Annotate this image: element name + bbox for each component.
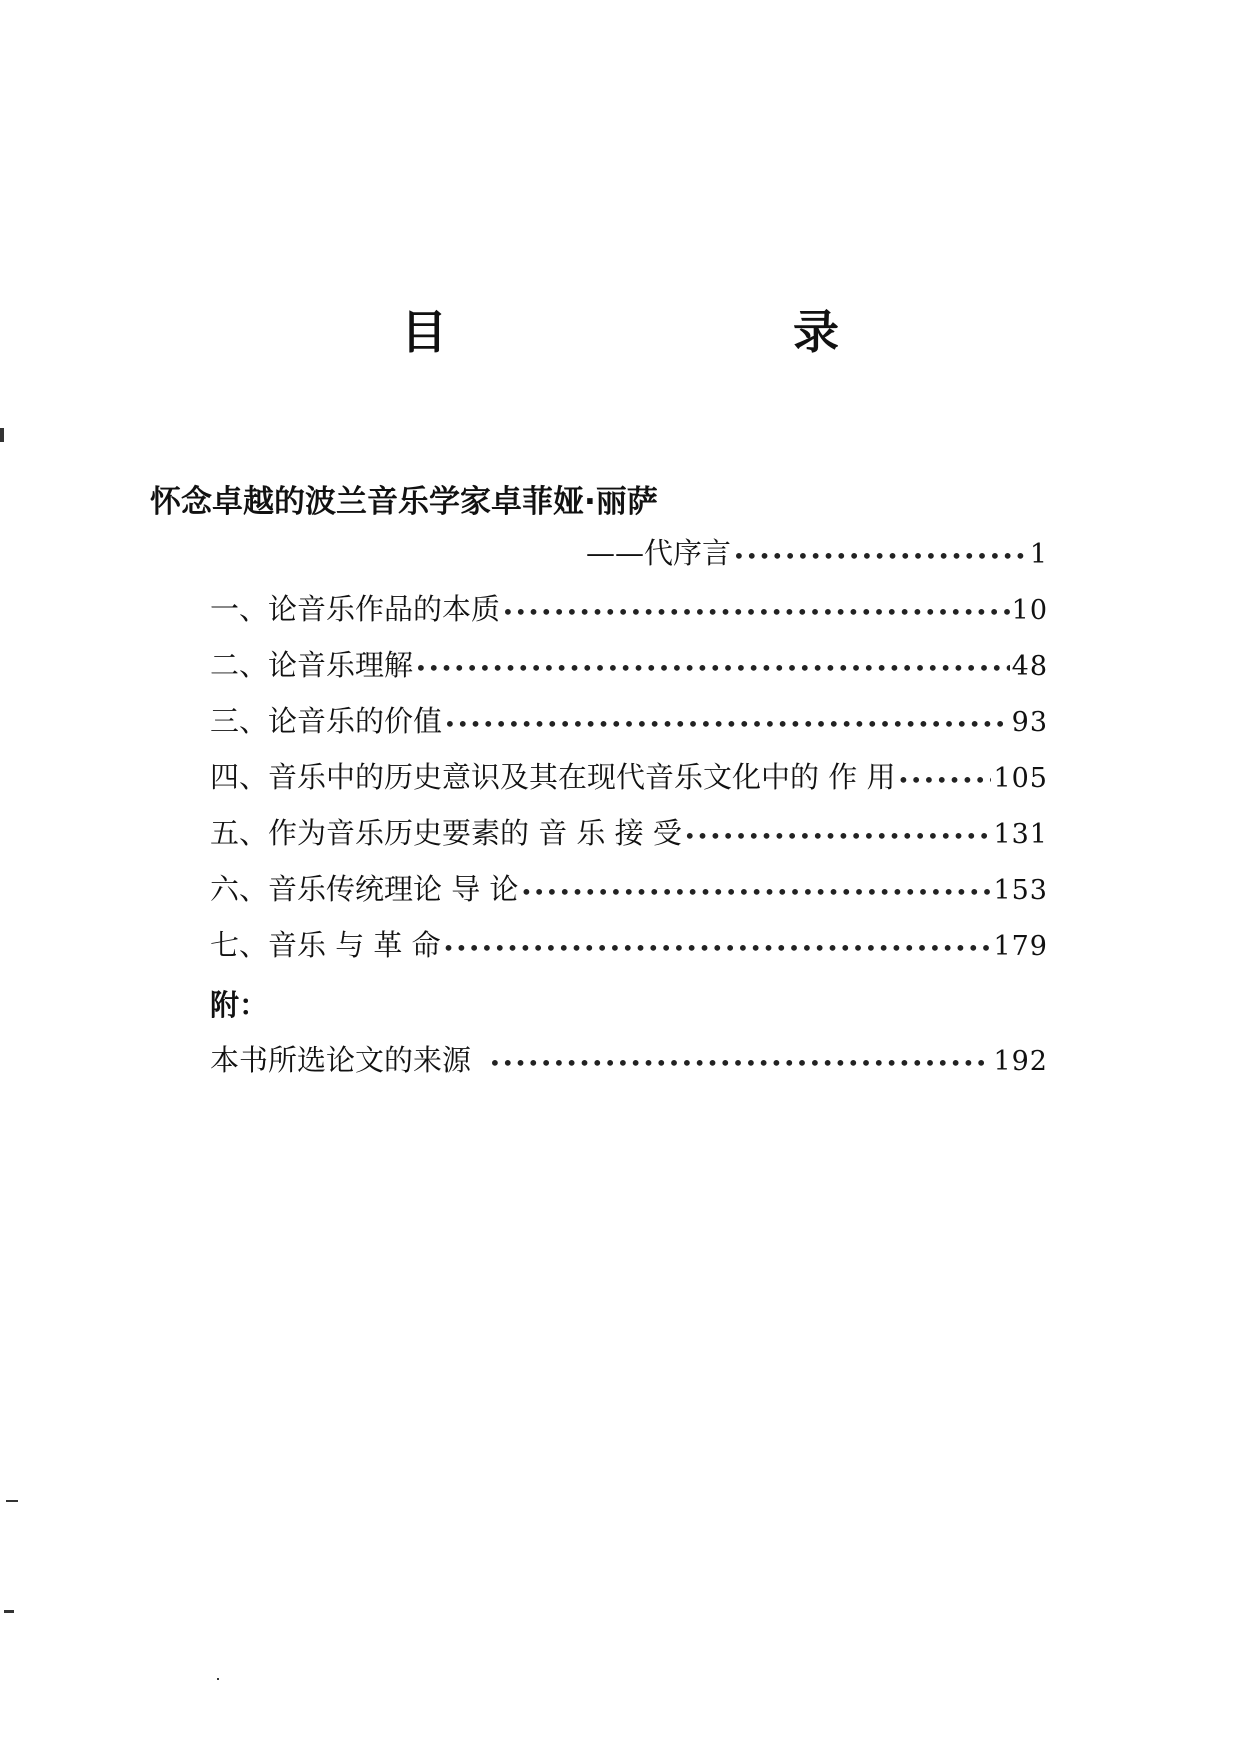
toc-entry-label: 一、论音乐作品的本质: [210, 592, 501, 626]
appendix-page-number: 192: [993, 1046, 1048, 1077]
toc-entry-page-number: 179: [993, 931, 1048, 962]
toc-entry-page-number: 131: [993, 819, 1048, 850]
appendix-entry-label: 本书所选论文的来源: [210, 1043, 472, 1077]
toc-entry-page-number: 10: [1011, 595, 1048, 626]
toc-entry-5: [210, 813, 1048, 856]
preface-entry: [586, 533, 1048, 576]
toc-entry-label: 四、音乐中的历史意识及其在现代音乐文化中的 作 用: [210, 760, 896, 794]
toc-entry-3: [210, 701, 1048, 744]
preface-page-number: 1: [1029, 539, 1048, 570]
toc-entry-label: 七、音乐 与 革 命: [210, 928, 441, 962]
leader-dots: [489, 1043, 991, 1083]
toc-entry-page-number: 93: [1011, 707, 1048, 738]
toc-entry-page-number: 153: [993, 875, 1048, 906]
toc-entry-label: 二、论音乐理解: [210, 648, 414, 682]
appendix-entry: [210, 1040, 1048, 1083]
leader-dots: [684, 816, 992, 856]
preface-subtitle: ——代序言: [586, 536, 732, 570]
toc-entry-label: 五、作为音乐历史要素的 音 乐 接 受: [210, 816, 682, 850]
leader-dots: [502, 592, 1010, 632]
scan-artifact: [6, 1500, 18, 1502]
toc-entry-page-number: 48: [1011, 651, 1048, 682]
page-title: 目 录: [401, 305, 989, 359]
leader-dots: [897, 760, 991, 800]
toc-entry-label: 六、音乐传统理论 导 论: [210, 872, 519, 906]
toc-entry-2: [210, 645, 1048, 688]
toc-entry-7: [210, 925, 1048, 968]
scan-artifact: [4, 1610, 14, 1613]
preface-title: 怀念卓越的波兰音乐学家卓菲娅·丽萨: [150, 484, 658, 520]
appendix-label: 附：: [210, 988, 269, 1022]
scan-artifact: [0, 428, 4, 442]
leader-dots: [444, 704, 1010, 744]
toc-entry-1: [210, 589, 1048, 632]
leader-dots: [443, 928, 992, 968]
toc-entry-6: [210, 869, 1048, 912]
leader-dots: [520, 872, 991, 912]
toc-entry-page-number: 105: [993, 763, 1048, 794]
leader-dots: [415, 648, 1010, 688]
toc-entry-4: [210, 757, 1048, 800]
toc-entry-label: 三、论音乐的价值: [210, 704, 443, 738]
scan-artifact: [217, 1678, 219, 1680]
leader-dots: [733, 536, 1028, 576]
